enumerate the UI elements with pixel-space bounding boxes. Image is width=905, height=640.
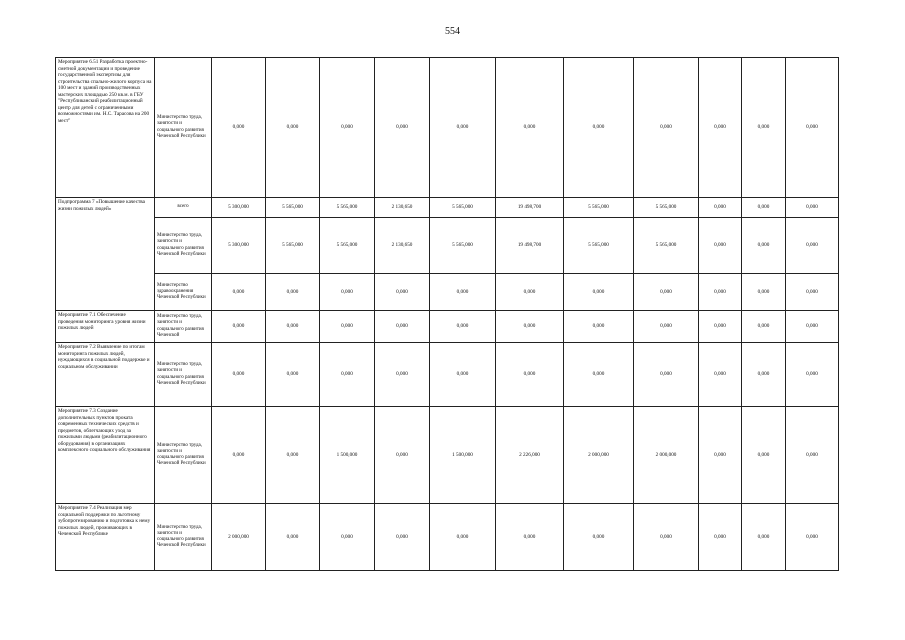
value-cell: 0,000 (496, 311, 564, 343)
value-cell: 19 498,700 (496, 198, 564, 218)
row-executor: Министерство труда, занятости и социального развития Чеченской Республики (155, 407, 212, 504)
value-cell: 0,000 (375, 311, 430, 343)
value-cell: 0,000 (496, 504, 564, 571)
value-cell: 0,000 (786, 343, 839, 407)
value-cell: 0,000 (430, 504, 496, 571)
value-cell: 0,000 (634, 58, 699, 198)
value-cell: 0,000 (375, 407, 430, 504)
value-cell: 0,000 (496, 343, 564, 407)
value-cell: 0,000 (212, 311, 266, 343)
value-cell: 0,000 (375, 58, 430, 198)
value-cell: 0,000 (430, 343, 496, 407)
table-row (56, 311, 839, 343)
value-cell: 0,000 (564, 504, 634, 571)
value-cell: 5 565,000 (320, 198, 375, 218)
value-cell: 0,000 (742, 218, 786, 274)
value-cell: 19 498,700 (496, 218, 564, 274)
value-cell: 0,000 (266, 407, 320, 504)
value-cell: 0,000 (699, 311, 742, 343)
value-cell: 0,000 (786, 198, 839, 218)
value-cell: 0,000 (212, 343, 266, 407)
value-cell: 0,000 (742, 311, 786, 343)
value-cell: 0,000 (634, 343, 699, 407)
value-cell: 0,000 (742, 198, 786, 218)
value-cell: 1 500,000 (430, 407, 496, 504)
table-row (56, 407, 839, 504)
row-name: Мероприятие 7.4 Реализация мер социальной поддержки по льготному зубопротезированию и подготовка к нему пожилых людей, проживающих в Чеченской Республике (56, 504, 155, 571)
value-cell: 0,000 (742, 274, 786, 311)
value-cell: 0,000 (375, 343, 430, 407)
value-cell: 0,000 (430, 58, 496, 198)
value-cell: 1 500,000 (320, 407, 375, 504)
row-executor: Министерство труда, занятости и социального развития Чеченской Республики (155, 58, 212, 198)
value-cell: 2 130,650 (375, 218, 430, 274)
value-cell: 5 300,000 (212, 218, 266, 274)
value-cell: 0,000 (320, 58, 375, 198)
value-cell: 5 565,000 (266, 198, 320, 218)
value-cell: 2 226,000 (496, 407, 564, 504)
row-executor: Министерство труда, занятости и социального развития Чеченской Республики (155, 218, 212, 274)
value-cell: 0,000 (786, 58, 839, 198)
row-executor: всего (155, 198, 212, 218)
row-executor: Министерство труда, занятости и социального развития Чеченской Республики (155, 343, 212, 407)
value-cell: 0,000 (699, 218, 742, 274)
value-cell: 0,000 (375, 274, 430, 311)
value-cell: 0,000 (699, 58, 742, 198)
value-cell: 0,000 (212, 407, 266, 504)
value-cell: 5 565,000 (634, 218, 699, 274)
row-executor: Министерство труда, занятости и социального развития Чеченской Республики (155, 504, 212, 571)
row-name: Мероприятие 7.2 Выявление по итогам мониторинга пожилых людей, нуждающихся в социальной поддержке и социальном обслуживании (56, 343, 155, 407)
value-cell: 0,000 (564, 58, 634, 198)
value-cell: 0,000 (564, 343, 634, 407)
value-cell: 0,000 (496, 58, 564, 198)
table-row (56, 274, 839, 311)
row-name: Мероприятие 6.51 Разработка проектно-сметной документации и проведение государственной экспертизы для строительства спально-жилого корпуса на 100 мест и зданий производственных мастерских площадью 250 кв.м. в ГБУ "Республиканский реабилитационный центр для детей с ограниченными возможностями им. Н.С. Тарасова на 200 мест" (56, 58, 155, 198)
table-row (56, 58, 839, 198)
value-cell: 0,000 (266, 274, 320, 311)
value-cell: 0,000 (786, 407, 839, 504)
value-cell: 0,000 (320, 311, 375, 343)
table-row (56, 198, 839, 218)
value-cell: 5 565,000 (564, 218, 634, 274)
value-cell: 0,000 (375, 504, 430, 571)
value-cell: 0,000 (320, 343, 375, 407)
value-cell: 2 000,000 (564, 407, 634, 504)
value-cell: 0,000 (786, 504, 839, 571)
value-cell: 0,000 (634, 504, 699, 571)
value-cell: 0,000 (496, 274, 564, 311)
table-row (56, 218, 839, 274)
page-number: 554 (445, 26, 460, 37)
value-cell: 5 565,000 (266, 218, 320, 274)
value-cell: 0,000 (786, 311, 839, 343)
value-cell: 0,000 (212, 274, 266, 311)
value-cell: 0,000 (742, 407, 786, 504)
value-cell: 0,000 (266, 311, 320, 343)
value-cell: 5 565,000 (320, 218, 375, 274)
value-cell: 0,000 (699, 407, 742, 504)
value-cell: 0,000 (786, 218, 839, 274)
value-cell: 0,000 (786, 274, 839, 311)
budget-table (55, 57, 839, 571)
value-cell: 0,000 (320, 274, 375, 311)
value-cell: 0,000 (699, 274, 742, 311)
value-cell: 0,000 (430, 311, 496, 343)
value-cell: 0,000 (699, 198, 742, 218)
value-cell: 5 565,000 (564, 198, 634, 218)
value-cell: 2 130,650 (375, 198, 430, 218)
value-cell: 0,000 (699, 504, 742, 571)
table-row (56, 343, 839, 407)
value-cell: 0,000 (266, 58, 320, 198)
value-cell: 0,000 (742, 58, 786, 198)
value-cell: 5 565,000 (430, 218, 496, 274)
row-name: Мероприятие 7.1 Обеспечение проведения мониторинга уровня жизни пожилых людей (56, 311, 155, 343)
row-executor: Министерство здравоохранения Чеченской Республики (155, 274, 212, 311)
value-cell: 0,000 (699, 343, 742, 407)
row-name: Подпрограмма 7 «Повышение качества жизни пожилых людей» (56, 198, 155, 311)
value-cell: 0,000 (742, 504, 786, 571)
value-cell: 0,000 (742, 343, 786, 407)
value-cell: 0,000 (564, 311, 634, 343)
value-cell: 0,000 (266, 343, 320, 407)
row-name: Мероприятие 7.3 Создание дополнительных пунктов проката современных технических средств и предметов, облегчающих уход за пожилыми людьми (реабилитационного оборудования) в организациях комплексного социального обслуживания (56, 407, 155, 504)
table-row (56, 504, 839, 571)
value-cell: 0,000 (634, 311, 699, 343)
value-cell: 5 565,000 (634, 198, 699, 218)
value-cell: 0,000 (320, 504, 375, 571)
value-cell: 5 565,000 (430, 198, 496, 218)
value-cell: 0,000 (564, 274, 634, 311)
value-cell: 0,000 (266, 504, 320, 571)
value-cell: 5 300,000 (212, 198, 266, 218)
value-cell: 0,000 (430, 274, 496, 311)
value-cell: 0,000 (212, 58, 266, 198)
value-cell: 0,000 (634, 274, 699, 311)
value-cell: 2 000,000 (212, 504, 266, 571)
value-cell: 2 000,000 (634, 407, 699, 504)
row-executor: Министерство труда, занятости и социального развития Чеченской (155, 311, 212, 343)
